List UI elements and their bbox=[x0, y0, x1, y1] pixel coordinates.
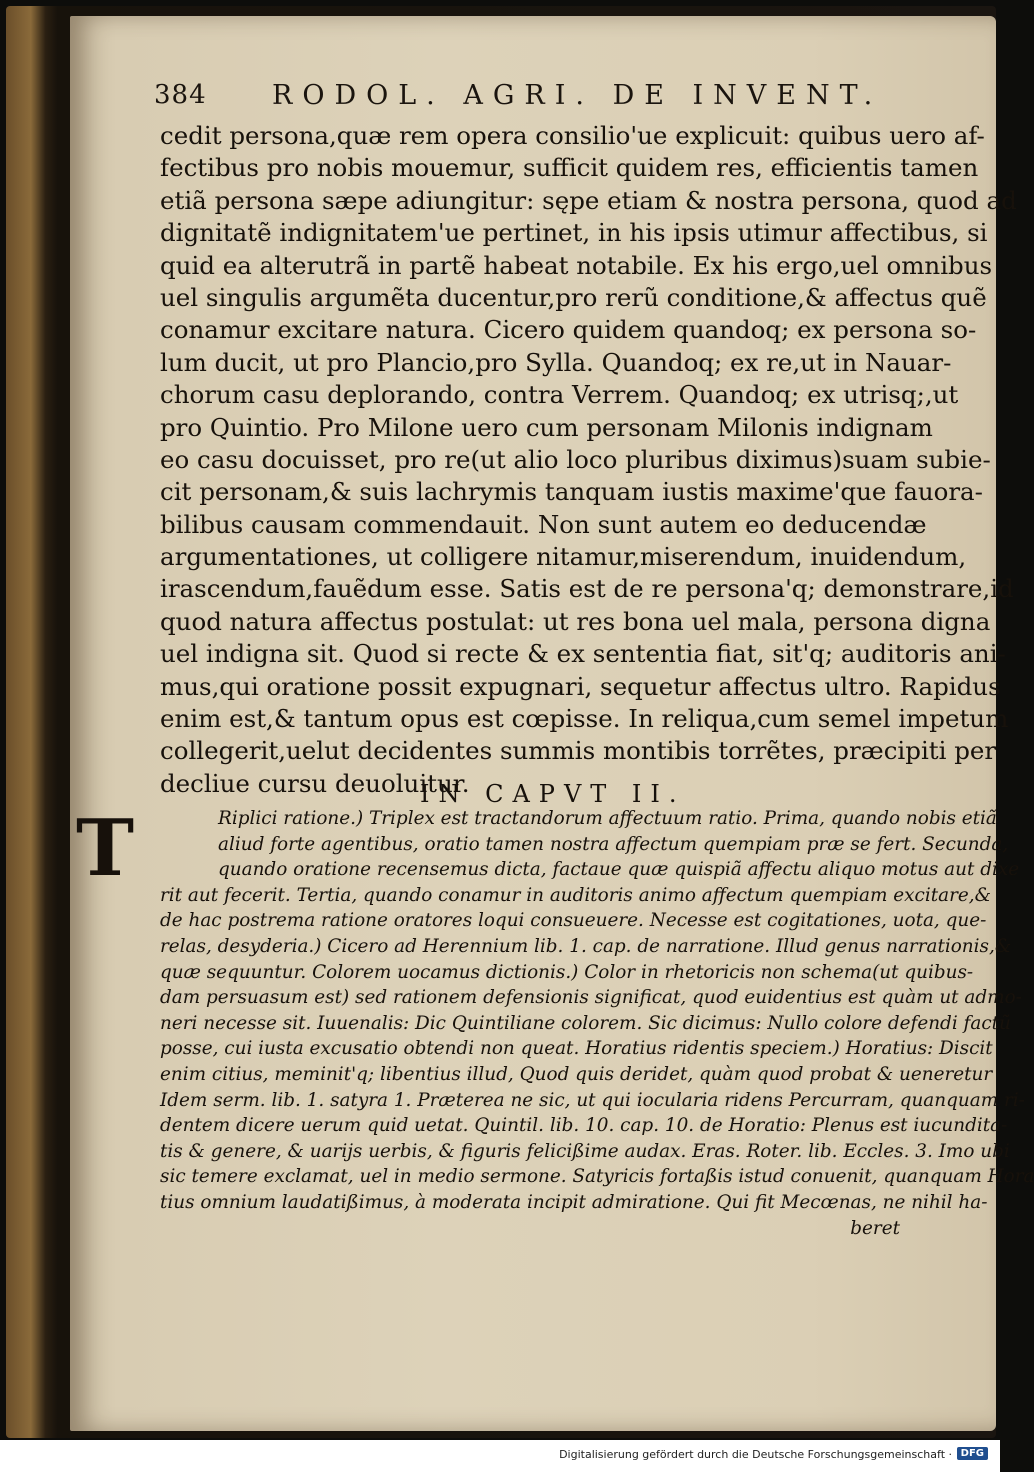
commentary-line: beret bbox=[850, 1217, 900, 1239]
text-line: decliue cursu deuoluitur. bbox=[160, 768, 470, 798]
text-line: argumentationes, ut colligere nitamur,miserendum, inuidendum, bbox=[160, 542, 967, 572]
text-line: dignitatẽ indignitatem'ue pertinet, in his ipsis utimur affectibus, si bbox=[160, 218, 988, 248]
text-line: uel singulis argumẽta ducentur,pro rerũ conditione,& affectus quẽ bbox=[160, 282, 987, 312]
dfg-logo: DFG bbox=[957, 1447, 988, 1460]
commentary-line: de hac postrema ratione oratores loqui consueuere. Necesse est cogitationes, uota, que- bbox=[160, 910, 987, 932]
drop-cap: T bbox=[76, 803, 135, 894]
text-line: uel indigna sit. Quod si recte & ex sententia fiat, sit'q; auditoris ani- bbox=[160, 639, 1006, 669]
commentary-line: quando oratione recensemus dicta, factaue quæ quispiã affectu aliquo motus aut dixe bbox=[218, 859, 1020, 881]
text-line: irascendum,fauẽdum esse. Satis est de re persona'q; demonstrare,id bbox=[160, 574, 1014, 604]
text-line: pro Quintio. Pro Milone uero cum personam Milonis indignam bbox=[160, 412, 933, 442]
commentary-line: enim citius, meminit'q; libentius illud, Quod quis deridet, quàm quod probat & ueneretur bbox=[160, 1063, 993, 1085]
text-line: bilibus causam commendauit. Non sunt autem eo deducendæ bbox=[160, 509, 927, 539]
commentary-line: dam persuasum est) sed rationem defensionis significat, quod euidentius est quàm ut admo- bbox=[160, 987, 1022, 1009]
running-head-title: RODOL. AGRI. DE INVENT. bbox=[272, 80, 883, 111]
commentary-line: dentem dicere uerum quid uetat. Quintil. lib. 10. cap. 10. de Horatio: Plenus est iucundita- bbox=[160, 1115, 1008, 1137]
footer-bar bbox=[0, 1440, 1000, 1472]
text-line: enim est,& tantum opus est cœpisse. In reliqua,cum semel impetum bbox=[160, 704, 1009, 734]
commentary-line: quæ sequuntur. Colorem uocamus dictionis.) Color in rhetoricis non schema(ut quibus- bbox=[160, 961, 974, 983]
commentary-line: sic temere exclamat, uel in medio sermone. Satyricis fortaßis istud conuenit, quanquam Hora bbox=[160, 1166, 1034, 1188]
text-line: fectibus pro nobis mouemur, sufficit quidem res, efficientis tamen bbox=[160, 153, 979, 183]
page-number: 384 bbox=[154, 80, 207, 110]
text-line: collegerit,uelut decidentes summis montibis torrẽtes, præcipiti per bbox=[160, 736, 997, 766]
commentary-line: tis & genere, & uarijs uerbis, & figuris felicißime audax. Eras. Roter. lib. Eccles. 3. Imo ubi bbox=[160, 1140, 1010, 1162]
text-line: lum ducit, ut pro Plancio,pro Sylla. Quandoq; ex re,ut in Nauar- bbox=[160, 347, 952, 377]
main-text-block bbox=[160, 120, 1017, 800]
text-line: quid ea alterutrã in partẽ habeat notabile. Ex his ergo,uel omnibus bbox=[160, 250, 993, 280]
commentary-line: posse, cui iusta excusatio obtendi non queat. Horatius ridentis speciem.) Horatius: Discit bbox=[160, 1038, 993, 1060]
commentary-line: aliud forte agentibus, oratio tamen nostra affectum quempiam præ se fert. Secunda, bbox=[218, 833, 1009, 855]
text-line: cit personam,& suis lachrymis tanquam iustis maxime'que fauora- bbox=[160, 477, 983, 507]
chapter-heading: IN CAPVT II. bbox=[420, 780, 686, 808]
text-line: etiã persona sæpe adiungitur: sępe etiam & nostra persona, quod ad bbox=[160, 185, 1017, 215]
text-line: chorum casu deplorando, contra Verrem. Quandoq; ex utrisq;,ut bbox=[160, 380, 959, 410]
text-line: cedit persona,quæ rem opera consilio'ue explicuit: quibus uero af- bbox=[160, 121, 985, 150]
text-line: eo casu docuisset, pro re(ut alio loco pluribus diximus)suam subie- bbox=[160, 444, 991, 474]
text-line: quod natura affectus postulat: ut res bona uel mala, persona digna bbox=[160, 606, 991, 636]
commentary-line: Idem serm. lib. 1. satyra 1. Præterea ne sic, ut qui iocularia ridens Percurram, quanquam ri- bbox=[160, 1089, 1025, 1111]
commentary-line: tius omnium laudatißimus, à moderata incipit admiratione. Qui fit Mecœnas, ne nihil ha- bbox=[160, 1191, 988, 1213]
text-line: conamur excitare natura. Cicero quidem quandoq; ex persona so- bbox=[160, 315, 977, 345]
commentary-block bbox=[160, 806, 1034, 1241]
commentary-line: Riplici ratione.) Triplex est tractandorum affectuum ratio. Prima, quando nobis etiã bbox=[218, 808, 997, 829]
footer-credit: Digitalisierung gefördert durch die Deutsche Forschungsgemeinschaft · bbox=[559, 1448, 952, 1461]
text-line: mus,qui oratione possit expugnari, sequetur affectus ultro. Rapidus bbox=[160, 671, 1001, 701]
commentary-line: neri necesse sit. Iuuenalis: Dic Quintiliane colorem. Sic dicimus: Nullo colore defendi factũ bbox=[160, 1012, 1011, 1034]
commentary-line: rit aut fecerit. Tertia, quando conamur in auditoris animo affectum quempiam excitare,& bbox=[160, 884, 991, 906]
running-head bbox=[154, 80, 894, 114]
commentary-line: relas, desyderia.) Cicero ad Herennium lib. 1. cap. de narratione. Illud genus narrationis,& bbox=[160, 935, 1012, 957]
